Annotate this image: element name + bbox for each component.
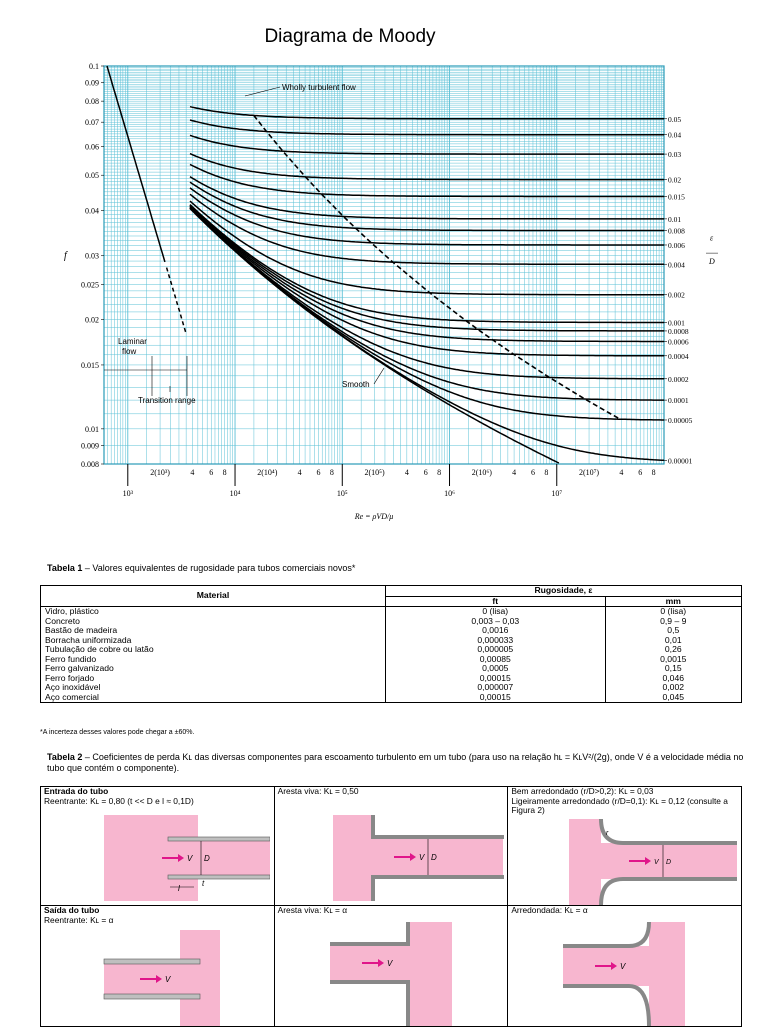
- y-tick-label: 0.02: [85, 315, 99, 325]
- rounded-exit-diagram: [511, 918, 737, 1028]
- y-tick-label: 0.07: [85, 118, 99, 128]
- roughness-label: 0.05: [668, 114, 682, 124]
- x-major-label: 10⁴: [229, 489, 241, 498]
- roughness-ft-cell: 0,000005: [386, 645, 606, 655]
- y-tick-label: 0.06: [85, 142, 99, 152]
- velocity-label: V: [418, 853, 424, 862]
- moody-chart: [0, 56, 768, 526]
- y-tick-label: 0.008: [81, 460, 99, 469]
- y-tick-label: 0.03: [85, 251, 99, 261]
- roughness-mm-cell: 0,01: [605, 636, 741, 646]
- roughness-ft-cell: 0,000033: [386, 636, 606, 646]
- material-cell: Borracha uniformizada: [41, 636, 386, 646]
- x-minor-label: 2(10⁶): [471, 468, 492, 477]
- x-minor-label: 8: [651, 468, 656, 477]
- diameter-label: D: [666, 859, 672, 866]
- roughness-ft-cell: 0,00015: [386, 693, 606, 703]
- y-tick-label: 0.08: [85, 97, 99, 107]
- x-minor-label: 4: [404, 468, 409, 477]
- x-axis-label: Re = ρVD/μ: [354, 512, 394, 521]
- x-minor-label: 4: [190, 468, 195, 477]
- roughness-table: [40, 585, 742, 703]
- annotation-wholly: Wholly turbulent flow: [282, 83, 356, 92]
- table2-caption: Tabela 2 – Coeficientes de perda Kʟ das diversas componentes para escoamento turbulento em um tubo (para uso na relação hʟ = KʟV²/(2g), onde V é a velocidade média no tubo que contém o componente).: [47, 752, 744, 773]
- roughness-mm-cell: 0,15: [605, 664, 741, 674]
- table-row: [41, 664, 742, 674]
- cell-entrada-reentrante: Entrada do tubo Reentrante: Kʟ = 0,80 (t << D e l ≈ 0,1D) V D l t: [41, 787, 275, 906]
- cell-saida-arredondada: Arredondada: Kʟ = α V: [508, 906, 742, 1027]
- velocity-label: V: [620, 962, 626, 971]
- roughness-mm-cell: 0,26: [605, 645, 741, 655]
- y-tick-label: 0.025: [81, 280, 99, 290]
- roughness-label: 0.00001: [668, 456, 693, 466]
- roughness-label: 0.0002: [668, 374, 689, 384]
- material-cell: Aço inoxidável: [41, 683, 386, 693]
- roughness-label: 0.0008: [668, 326, 689, 336]
- cell-entrada-aresta-viva: Aresta viva: Kʟ = 0,50 V D: [274, 787, 508, 906]
- epsilon-label: ε: [710, 233, 714, 243]
- col-rugosidade: Rugosidade, ε: [386, 586, 742, 597]
- radius-label: r: [606, 830, 609, 837]
- roughness-label: 0.015: [668, 192, 685, 202]
- x-minor-label: 2(10⁵): [364, 468, 385, 477]
- material-cell: Aço comercial: [41, 693, 386, 703]
- material-cell: Concreto: [41, 617, 386, 627]
- roughness-ft-cell: 0,0005: [386, 664, 606, 674]
- annotation-laminar: flow: [122, 347, 137, 356]
- table-row: [41, 607, 742, 617]
- roughness-label: 0.0001: [668, 396, 689, 406]
- rounded-entrance-diagram: [511, 817, 737, 907]
- roughness-mm-cell: 0,9 – 9: [605, 617, 741, 627]
- y-tick-label: 0.09: [85, 78, 99, 88]
- x-minor-label: 6: [530, 468, 535, 477]
- diameter-label: D: [204, 854, 210, 863]
- roughness-mm-cell: 0,046: [605, 674, 741, 684]
- roughness-mm-cell: 0,5: [605, 626, 741, 636]
- roughness-label: 0.02: [668, 175, 682, 185]
- roughness-label: 0.01: [668, 214, 682, 224]
- roughness-label: 0.004: [668, 260, 685, 270]
- x-minor-label: 2(10³): [150, 468, 170, 477]
- reentrant-entrance-diagram: [44, 807, 270, 907]
- x-major-label: 10⁶: [444, 489, 455, 498]
- cell-saida-reentrante: Saída do tubo Reentrante: Kʟ = α V: [41, 906, 275, 1027]
- x-minor-label: 6: [316, 468, 321, 477]
- y-tick-label: 0.009: [81, 441, 99, 451]
- table-row: [41, 655, 742, 665]
- roughness-label: 0.002: [668, 290, 685, 300]
- roughness-label: 0.03: [668, 150, 682, 160]
- material-cell: Vidro, plástico: [41, 607, 386, 617]
- roughness-label: 0.0006: [668, 337, 689, 347]
- x-major-label: 10⁷: [551, 489, 563, 498]
- roughness-mm-cell: 0,0015: [605, 655, 741, 665]
- table-row: [41, 645, 742, 655]
- col-ft: ft: [386, 596, 606, 607]
- material-cell: Tubulação de cobre ou latão: [41, 645, 386, 655]
- sharp-exit-diagram: [278, 918, 504, 1028]
- thickness-label: t: [202, 879, 205, 888]
- table-row: [41, 626, 742, 636]
- roughness-ft-cell: 0,00085: [386, 655, 606, 665]
- velocity-label: V: [386, 959, 392, 968]
- x-minor-label: 6: [423, 468, 428, 477]
- col-mm: mm: [605, 596, 741, 607]
- table-row: [41, 683, 742, 693]
- x-minor-label: 8: [222, 468, 227, 477]
- col-material: Material: [41, 586, 386, 607]
- y-tick-label: 0.04: [85, 206, 99, 216]
- reentrant-exit-diagram: [44, 926, 270, 1026]
- annotation-transition: Transition range: [138, 396, 196, 405]
- y-tick-label: 0.015: [81, 360, 99, 370]
- roughness-mm-cell: 0 (lisa): [605, 607, 741, 617]
- table-row: [41, 693, 742, 703]
- annotation-laminar: Laminar: [118, 337, 147, 346]
- cell-saida-aresta-viva: Aresta viva: Kʟ = α V: [274, 906, 508, 1027]
- y-tick-label: 0.05: [85, 171, 99, 181]
- sharp-entrance-diagram: [278, 807, 504, 907]
- y-tick-label: 0.1: [89, 62, 99, 71]
- x-minor-label: 8: [437, 468, 442, 477]
- roughness-label: 0.00005: [668, 415, 693, 425]
- material-cell: Bastão de madeira: [41, 626, 386, 636]
- table1-caption: Tabela 1 – Valores equivalentes de rugosidade para tubos comerciais novos*: [47, 563, 356, 573]
- roughness-ft-cell: 0,0016: [386, 626, 606, 636]
- x-major-label: 10³: [122, 489, 133, 498]
- table1-note: *A incerteza desses valores pode chegar a ±60%.: [40, 729, 195, 736]
- annotation-smooth: Smooth: [342, 380, 370, 389]
- loss-coefficient-table: [40, 786, 742, 1027]
- roughness-ft-cell: 0,003 – 0,03: [386, 617, 606, 627]
- x-minor-label: 2(10⁷): [578, 468, 600, 477]
- roughness-ft-cell: 0,000007: [386, 683, 606, 693]
- diameter-label: D: [430, 853, 437, 862]
- table-row: [41, 617, 742, 627]
- roughness-label: 0.008: [668, 226, 685, 236]
- velocity-label: V: [187, 854, 193, 863]
- roughness-label: 0.04: [668, 130, 682, 140]
- material-cell: Ferro galvanizado: [41, 664, 386, 674]
- roughness-ft-cell: 0,00015: [386, 674, 606, 684]
- roughness-mm-cell: 0,002: [605, 683, 741, 693]
- material-cell: Ferro fundido: [41, 655, 386, 665]
- table-row: [41, 674, 742, 684]
- velocity-label: V: [654, 859, 659, 866]
- y-axis-label: f: [64, 250, 67, 262]
- x-major-label: 10⁵: [336, 489, 348, 498]
- x-minor-label: 4: [297, 468, 302, 477]
- y-tick-label: 0.01: [85, 424, 99, 434]
- d-label: D: [709, 256, 715, 266]
- roughness-mm-cell: 0,045: [605, 693, 741, 703]
- x-minor-label: 8: [544, 468, 549, 477]
- velocity-label: V: [165, 975, 171, 984]
- cell-entrada-arredondada: Bem arredondado (r/D>0,2): Kʟ = 0,03 Ligeiramente arredondado (r/D=0,1): Kʟ = 0,12 (consulte a Figura 2) r V D: [508, 787, 742, 906]
- roughness-label: 0.006: [668, 240, 685, 250]
- x-minor-label: 8: [329, 468, 334, 477]
- material-cell: Ferro forjado: [41, 674, 386, 684]
- x-minor-label: 4: [619, 468, 624, 477]
- x-minor-label: 6: [638, 468, 643, 477]
- x-minor-label: 6: [209, 468, 214, 477]
- chart-title: Diagrama de Moody: [264, 26, 436, 47]
- x-minor-label: 4: [512, 468, 517, 477]
- length-label: l: [178, 884, 180, 893]
- roughness-label: 0.001: [668, 318, 685, 328]
- x-minor-label: 2(10⁴): [257, 468, 278, 477]
- roughness-label: 0.0004: [668, 351, 689, 361]
- roughness-ft-cell: 0 (lisa): [386, 607, 606, 617]
